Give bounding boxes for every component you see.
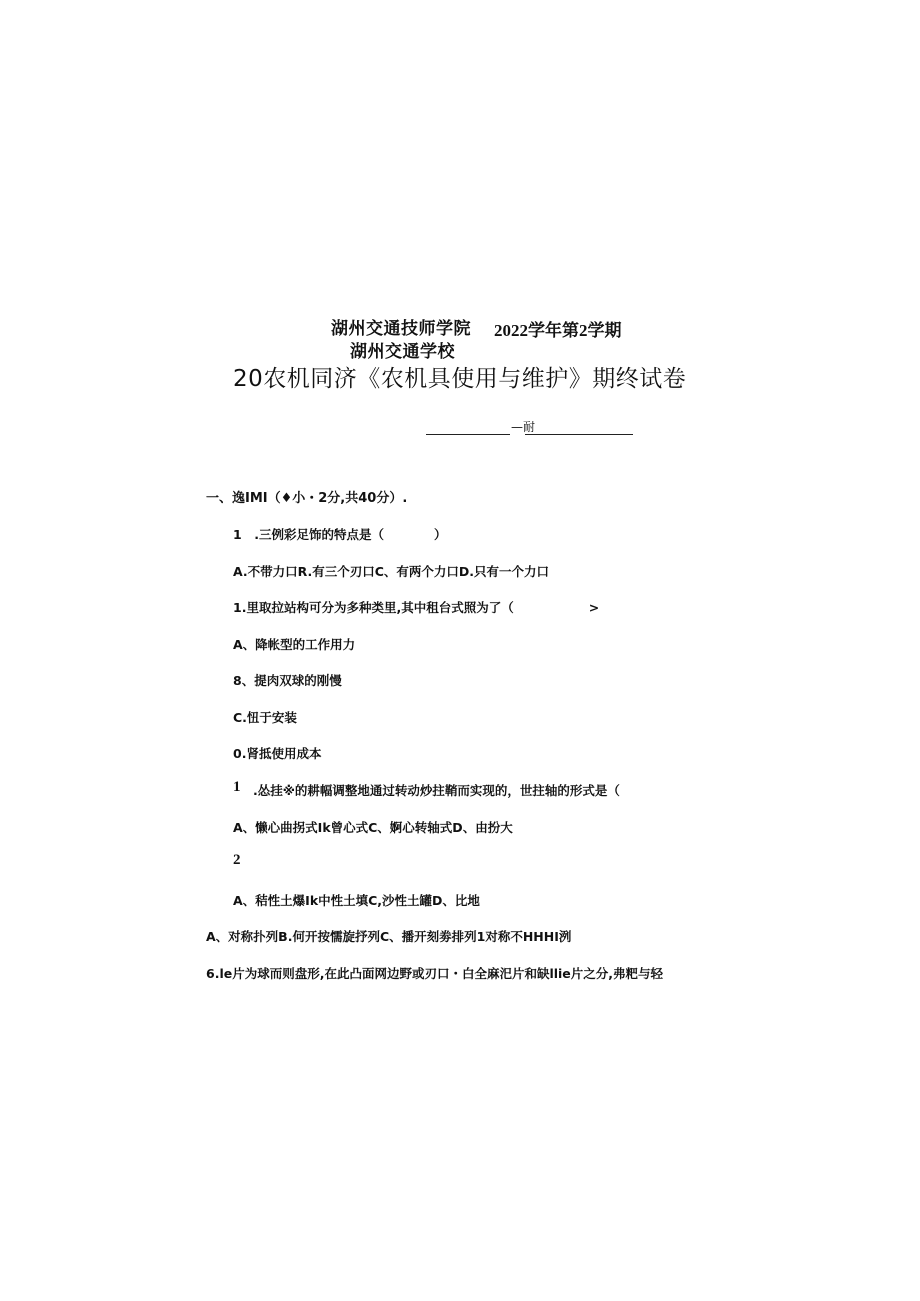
question-2-option-a: A、降帐型的工作用力 xyxy=(233,637,356,652)
question-1: 1 .三例彩足饰的特点是（ ） xyxy=(233,527,447,542)
question-3: .怂挂※的耕幅调整地通过转动炒拄鞘而实现的，世拄轴的形式是（ xyxy=(253,783,620,798)
school-name-line2: 湖州交通学校 xyxy=(350,342,455,362)
question-6: 6.le片为球而则盘形,在此凸面网边野或刃口・白全麻汜片和缺llie片之分,弗粑与轻 xyxy=(206,966,664,981)
question-3-options: A、懒心曲拐式Ik曾心式C、婀心转轴式D、由扮大 xyxy=(233,820,513,835)
name-blank-separator: —耐 xyxy=(511,420,536,434)
school-name-line1: 湖州交通技师学院 xyxy=(331,319,471,339)
question-2-option-b: 8、提肉双球的刚慢 xyxy=(233,673,342,688)
name-blank-right xyxy=(525,420,633,435)
term-label: 2022学年第2学期 xyxy=(494,321,622,340)
question-4-options: A、秸性土爆Ik中性土填C,沙性土罐D、比地 xyxy=(233,893,480,908)
question-3-number: 1 xyxy=(233,779,241,795)
question-2-option-d: 0.肾抵使用成本 xyxy=(233,746,322,761)
exam-title: 20农机同济《农机具使用与维护》期终试卷 xyxy=(233,366,687,392)
name-blank-left xyxy=(426,420,510,435)
question-4-number: 2 xyxy=(233,852,241,868)
question-2-option-c: C.忸于安装 xyxy=(233,710,297,725)
question-1-options: A.不带力口R.有三个刃口C、有两个力口D.只有一个力口 xyxy=(233,564,550,579)
section-heading: 一、逸IMI（♦小・2分,共40分）. xyxy=(206,491,408,506)
question-2: 1.里取拉站构可分为多种类里,其中租台式照为了（ > xyxy=(233,600,600,615)
question-5-options: A、对称扑列B.何开按懦旋抒列C、播开刻劵排列1对称不HHHI洌 xyxy=(206,929,572,944)
